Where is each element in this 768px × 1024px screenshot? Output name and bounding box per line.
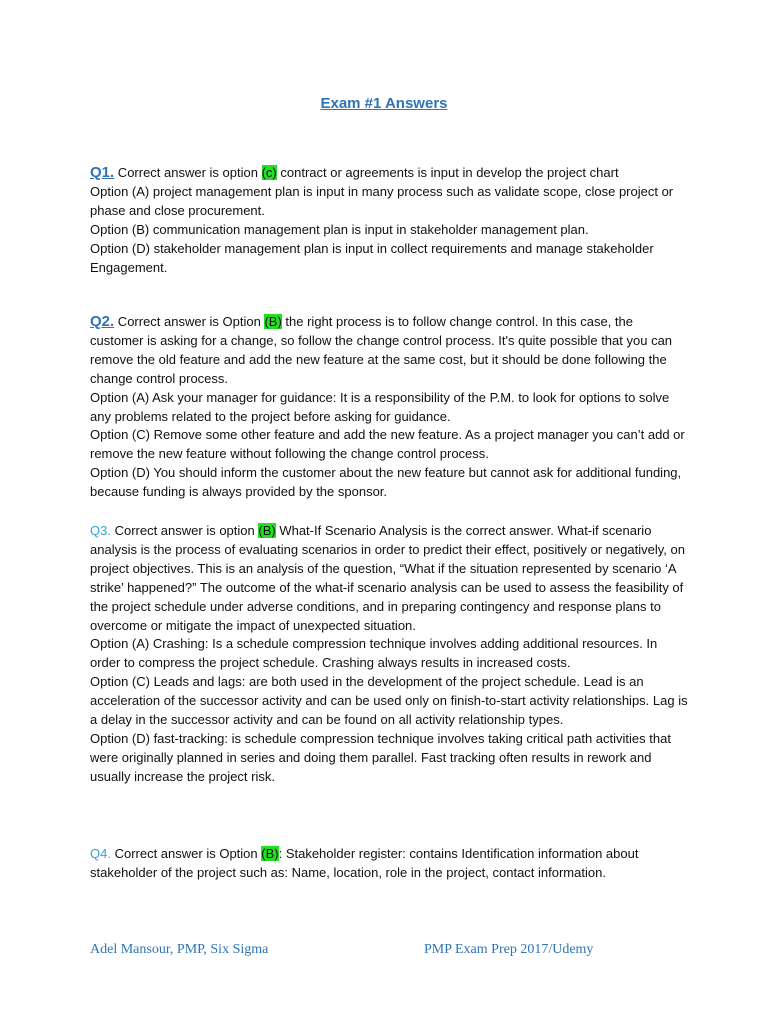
q2-option-line: Option (A) Ask your manager for guidance: It is a responsibility of the P.M. to look for options to solve any problems related to the project before asking for guidance. — [90, 389, 670, 424]
q1-main-line — [90, 164, 690, 183]
q4-correct-option: (B) — [261, 846, 279, 861]
q3-post: What-If Scenario Analysis is the correct answer. What-if scenario analysis is the process of evaluating scenarios in order to predict their effect, positively or negatively, on project objectives. This is an analysis of the question, “What if the situation represented by scenario ‘A strike’ happened?” The outcome of the what-if scenario analysis can be used to assess the feasibility of the project schedule under adverse conditions, and in preparing contingency and response plans to overcome or mitigate the impact of unexpected situation. — [90, 523, 685, 633]
footer-author: Adel Mansour, PMP, Six Sigma — [90, 942, 269, 957]
q2-correct-option: (B) — [264, 314, 282, 329]
q3-option-line: Option (A) Crashing: Is a schedule compression technique involves adding additional resources. In order to compress the project schedule. Crashing always results in increased costs. — [90, 636, 658, 671]
q2-post: the right process is to follow change control. In this case, the customer is asking for a change, so follow the change control process. It's quite possible that you can remove the old feature and add the new feature at the same cost, but it should be done following the change control process. — [90, 314, 673, 386]
q2-option-line: Option (D) You should inform the customer about the new feature but cannot ask for additional funding, because funding is always provided by the sponsor. — [90, 465, 682, 500]
q3-label: Q3. — [90, 523, 111, 538]
q2-main-line — [90, 313, 690, 389]
footer-course: PMP Exam Prep 2017/Udemy — [424, 942, 594, 957]
q1-post: contract or agreements is input in develop the project chart — [276, 165, 619, 180]
q1-option-line: Option (D) stakeholder management plan is input in collect requirements and manage stakeholder Engagement. — [90, 240, 654, 275]
q3-main-line — [90, 522, 690, 635]
q1-pre: Correct answer is option — [114, 165, 262, 180]
q3-option-line: Option (D) fast-tracking: is schedule compression technique involves taking critical path activities that were originally planned in series and doing them parallel. Fast tracking often results in rework and usually increase the project risk. — [90, 730, 671, 784]
q4-pre: Correct answer is Option — [110, 846, 262, 861]
q3-pre: Correct answer is option — [110, 523, 259, 538]
q2-pre: Correct answer is Option — [114, 314, 265, 329]
page-title — [0, 94, 768, 114]
q4-post: : Stakeholder register: contains Identification information about stakeholder of the project such as: Name, location, role in the project, contact information. — [90, 846, 639, 880]
question-2-answer — [90, 313, 690, 502]
title-text: Exam #1 Answers — [320, 95, 448, 112]
q2-option-line: Option (C) Remove some other feature and add the new feature. As a project manager you can’t add or remove the new feature without following the change control process. — [90, 427, 685, 462]
q3-correct-option: (B) — [258, 523, 276, 538]
q1-option-line: Option (B) communication management plan is input in stakeholder management plan. — [90, 221, 589, 237]
q1-correct-option: (c) — [261, 165, 277, 180]
q4-label: Q4. — [90, 846, 111, 861]
q1-option-line: Option (A) project management plan is input in many process such as validate scope, close project or phase and close procurement. — [90, 183, 674, 218]
question-1-answer — [90, 164, 690, 277]
question-3-answer — [90, 522, 690, 787]
q1-label: Q1. — [90, 164, 115, 181]
q2-label: Q2. — [90, 313, 115, 330]
question-4-answer — [90, 845, 690, 883]
q3-option-line: Option (C) Leads and lags: are both used in the development of the project schedule. Lead is an acceleration of the successor activity and can be used only on finish-to-start activity relationships. Lag is a delay in the successor activity and can be found on all activity relationship types. — [90, 674, 688, 728]
q4-main-line — [90, 845, 690, 883]
